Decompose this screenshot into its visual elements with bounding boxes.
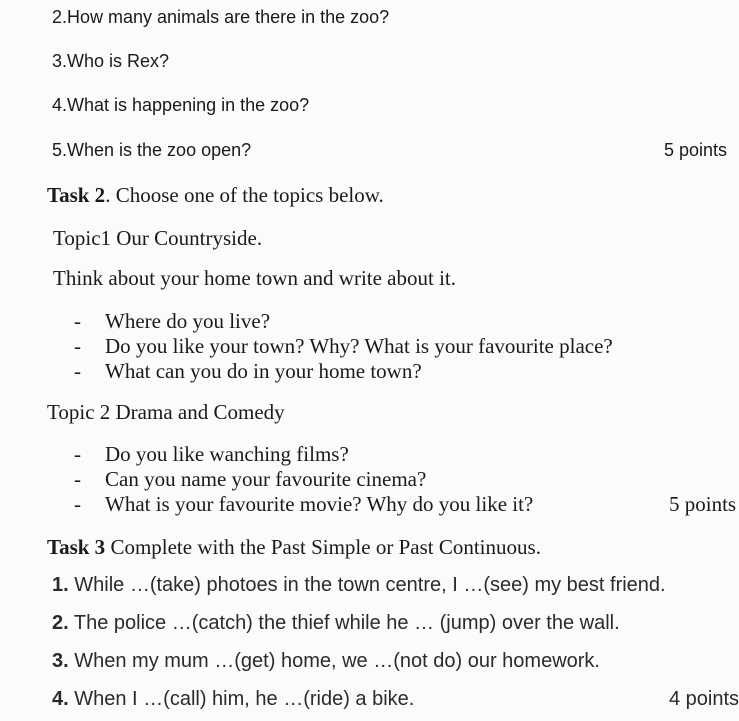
question-3: 3.Who is Rex? <box>52 51 170 71</box>
task2-instruction: . Choose one of the topics below. <box>105 183 384 207</box>
topic1-title: Topic1 Our Countryside. <box>53 226 263 250</box>
exercise-text: When I …(call) him, he …(ride) a bike. <box>74 688 415 710</box>
task3-heading <box>47 535 541 560</box>
exercise-number: 4. <box>52 688 69 710</box>
topic2-bullet-3: What is your favourite movie? Why do you like it? <box>105 492 534 516</box>
bullet-dash: - <box>74 442 81 466</box>
exercise-text: While …(take) photoes in the town centre, I …(see) my best friend. <box>74 574 666 596</box>
topic1-prompt: Think about your home town and write about it. <box>53 266 457 290</box>
exercise-text: When my mum …(get) home, we …(not do) our homework. <box>74 650 600 672</box>
bullet-dash: - <box>74 334 81 358</box>
topic2-title: Topic 2 Drama and Comedy <box>47 400 285 424</box>
topic2-bullet-1: Do you like wanching films? <box>105 442 349 466</box>
bullet-dash: - <box>74 492 81 516</box>
exercise-item-4 <box>52 688 414 711</box>
task3-points: 4 points <box>669 688 739 710</box>
exercise-item-2 <box>52 612 620 635</box>
question-4: 4.What is happening in the zoo? <box>52 95 310 115</box>
task3-label: Task 3 <box>47 535 106 559</box>
exercise-number: 3. <box>52 650 69 672</box>
task2-label: Task 2 <box>47 183 106 207</box>
question-2: 2.How many animals are there in the zoo? <box>52 7 390 27</box>
bullet-dash: - <box>74 309 81 333</box>
topic1-bullet-1: Where do you live? <box>105 309 271 333</box>
bullet-dash: - <box>74 467 81 491</box>
question-5: 5.When is the zoo open? <box>52 140 252 160</box>
topic1-bullet-3: What can you do in your home town? <box>105 359 422 383</box>
topic1-bullet-2: Do you like your town? Why? What is your favourite place? <box>105 334 613 358</box>
topic2-bullet-2: Can you name your favourite cinema? <box>105 467 427 491</box>
exercise-number: 2. <box>52 612 69 634</box>
task2-points: 5 points <box>669 492 737 516</box>
exercise-text: The police …(catch) the thief while he … (jump) over the wall. <box>73 612 620 634</box>
exercise-item-3 <box>52 650 600 673</box>
exercise-number: 1. <box>52 574 69 596</box>
task2-heading <box>47 183 384 208</box>
task3-instruction: Complete with the Past Simple or Past Continuous. <box>105 535 541 559</box>
bullet-dash: - <box>74 359 81 383</box>
exercise-item-1 <box>52 574 666 597</box>
task1-points: 5 points <box>664 140 728 160</box>
